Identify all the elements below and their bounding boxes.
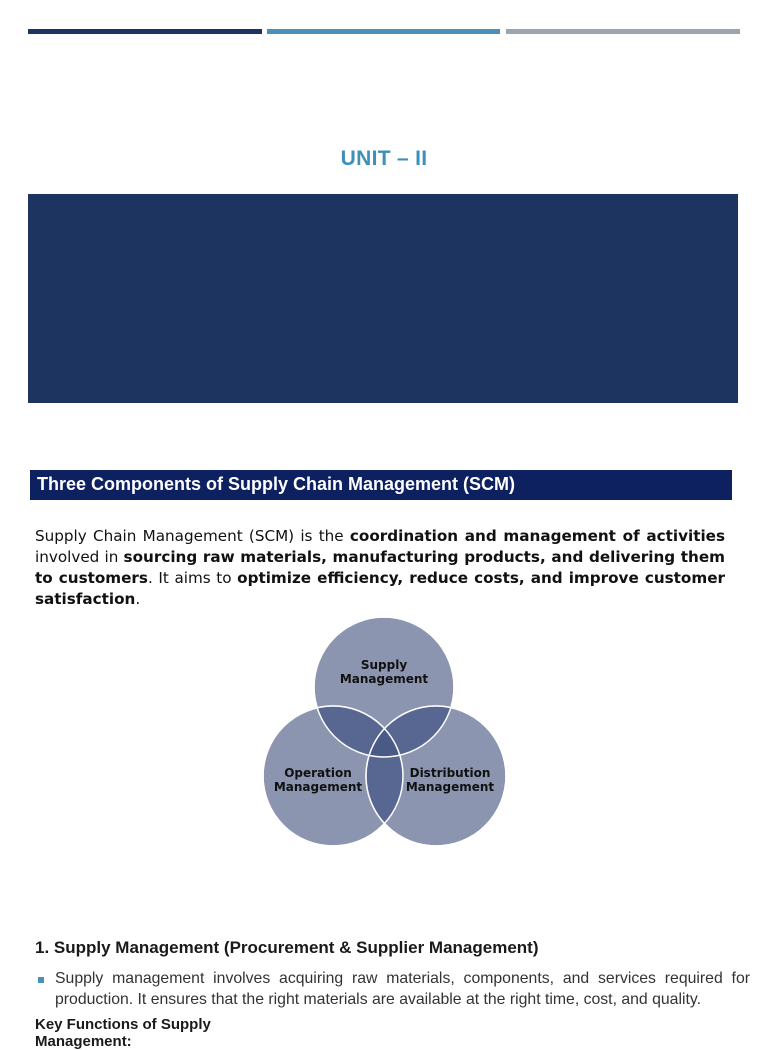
section-heading — [30, 470, 732, 500]
intro-paragraph — [35, 526, 725, 610]
bullet-item — [35, 968, 750, 1010]
venn-diagram — [250, 612, 518, 856]
title-banner — [28, 194, 738, 403]
top-accent-bar-blue — [267, 29, 500, 34]
partial-heading — [35, 1016, 295, 1050]
top-accent-bar-dark — [28, 29, 262, 34]
label-operation-line2: Management — [273, 780, 363, 794]
bullet-text: Supply management involves acquiring raw materials, components, and services required for production. It ensures that the right materials are available at the right time, cost, and quality. — [55, 970, 750, 1008]
intro-text: Supply Chain Management (SCM) is the — [35, 527, 350, 545]
intro-text: . — [135, 590, 141, 608]
square-bullet-icon — [38, 977, 44, 983]
intro-bold-phrase: coordination and management of activities — [349, 527, 726, 545]
partial-heading-text: Key Functions of Supply Management: — [35, 1016, 211, 1050]
label-operation-line1: Operation — [284, 766, 352, 780]
label-supply-line2: Management — [339, 672, 429, 686]
label-supply-line1: Supply — [360, 658, 408, 672]
intro-bold-phrase: sourcing raw materials, manufacturing products, and delivering them to customers — [35, 548, 725, 587]
intro-text: . It aims to — [147, 569, 238, 587]
subsection-heading: 1. Supply Management (Procurement & Supplier Management) — [35, 938, 539, 957]
intro-text: involved in — [35, 548, 124, 566]
top-accent-bar-gray — [506, 29, 740, 34]
label-distribution-line1: Distribution — [409, 766, 491, 780]
label-distribution-line2: Management — [405, 780, 495, 794]
intro-bold-phrase: optimize efficiency, reduce costs, and improve customer satisfaction — [35, 569, 725, 608]
unit-title: UNIT – II — [340, 147, 428, 170]
section-heading-text: Three Components of Supply Chain Management (SCM) — [37, 474, 516, 494]
